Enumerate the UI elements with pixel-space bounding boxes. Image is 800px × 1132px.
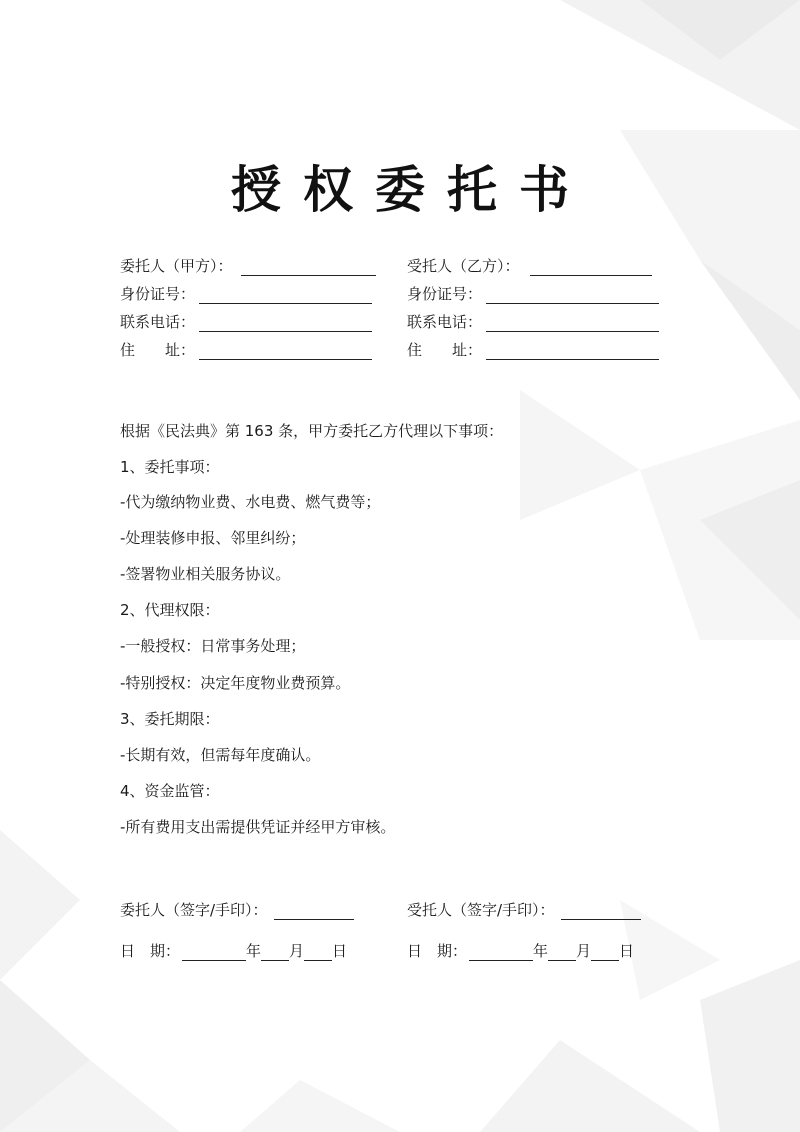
agent-day-field[interactable] (591, 944, 619, 961)
agent-date-label: 日 期： (407, 942, 468, 960)
agent-signature-field[interactable] (561, 903, 641, 920)
section-heading: 4、资金监管： (120, 782, 220, 800)
agent-address-row (407, 340, 659, 360)
list-item: -特别授权：决定年度物业费预算。 (120, 674, 351, 692)
document-title: 授权委托书 (231, 161, 591, 219)
day-label: 日 (332, 942, 348, 960)
list-item: -长期有效，但需每年度确认。 (120, 746, 321, 764)
principal-address-label: 住 址： (120, 341, 196, 359)
intro-clause: 根据《民法典》第 163 条，甲方委托乙方代理以下事项： (120, 422, 504, 440)
principal-row (120, 256, 376, 276)
agent-id-label: 身份证号： (407, 285, 483, 303)
agent-signature-row (407, 900, 641, 920)
month-label: 月 (289, 942, 305, 960)
principal-id-row (120, 284, 372, 304)
principal-id-label: 身份证号： (120, 285, 196, 303)
list-item: -处理装修申报、邻里纠纷； (120, 529, 306, 547)
principal-signature-label: 委托人（签字/手印）： (120, 901, 268, 919)
agent-label: 受托人（乙方）： (407, 257, 520, 275)
agent-signature-label: 受托人（签字/手印）： (407, 901, 555, 919)
section-heading: 1、委托事项： (120, 458, 220, 476)
principal-signature-row (120, 900, 354, 920)
agent-year-field[interactable] (469, 944, 533, 961)
principal-name-field[interactable] (241, 259, 376, 276)
list-item: -代为缴纳物业费、水电费、燃气费等； (120, 493, 381, 511)
list-item: -所有费用支出需提供凭证并经甲方审核。 (120, 818, 396, 836)
principal-signature-field[interactable] (274, 903, 354, 920)
principal-year-field[interactable] (182, 944, 246, 961)
principal-phone-row (120, 312, 372, 332)
section-heading: 3、委托期限： (120, 710, 220, 728)
agent-address-field[interactable] (486, 343, 659, 360)
principal-day-field[interactable] (304, 944, 332, 961)
principal-address-row (120, 340, 372, 360)
agent-address-label: 住 址： (407, 341, 483, 359)
agent-phone-field[interactable] (486, 315, 659, 332)
principal-phone-label: 联系电话： (120, 313, 196, 331)
list-item: -一般授权：日常事务处理； (120, 637, 306, 655)
agent-phone-row (407, 312, 659, 332)
list-item: -签署物业相关服务协议。 (120, 565, 291, 583)
agent-month-field[interactable] (548, 944, 576, 961)
principal-date-label: 日 期： (120, 942, 181, 960)
agent-id-field[interactable] (486, 287, 659, 304)
principal-address-field[interactable] (199, 343, 372, 360)
day-label: 日 (619, 942, 635, 960)
agent-phone-label: 联系电话： (407, 313, 483, 331)
agent-row (407, 256, 652, 276)
principal-date-row (120, 941, 347, 961)
agent-name-field[interactable] (530, 259, 652, 276)
principal-label: 委托人（甲方）： (120, 257, 233, 275)
principal-phone-field[interactable] (199, 315, 372, 332)
principal-id-field[interactable] (199, 287, 372, 304)
month-label: 月 (576, 942, 592, 960)
section-heading: 2、代理权限： (120, 601, 220, 619)
year-label: 年 (246, 942, 262, 960)
agent-id-row (407, 284, 659, 304)
year-label: 年 (533, 942, 549, 960)
agent-date-row (407, 941, 634, 961)
principal-month-field[interactable] (261, 944, 289, 961)
